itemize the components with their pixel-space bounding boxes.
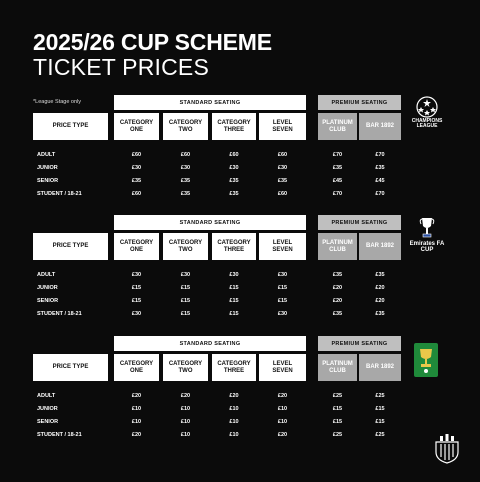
price-cell: £35 bbox=[375, 164, 385, 171]
price-cell: £35 bbox=[229, 177, 239, 184]
price-type-cell: ADULT bbox=[37, 271, 56, 278]
table-row bbox=[33, 402, 401, 415]
carabao-cup-logo bbox=[412, 342, 440, 379]
champions-league-price-table bbox=[33, 95, 401, 200]
price-cell: £35 bbox=[332, 271, 343, 278]
price-cell: £10 bbox=[131, 405, 142, 412]
price-cell: £25 bbox=[332, 392, 343, 399]
starball-icon bbox=[416, 96, 438, 118]
seating-group-row bbox=[33, 336, 401, 351]
price-cell: £60 bbox=[229, 151, 239, 158]
price-cell: £70 bbox=[375, 151, 385, 158]
price-rows bbox=[33, 268, 401, 320]
platinum-club-header: PLATINUM CLUB bbox=[318, 233, 357, 260]
price-cell: £70 bbox=[375, 190, 385, 197]
level-seven-header: LEVEL SEVEN bbox=[259, 233, 306, 260]
price-type-header: PRICE TYPE bbox=[33, 113, 108, 140]
price-rows bbox=[33, 389, 401, 441]
category-three-header: CATEGORY THREE bbox=[212, 354, 256, 381]
price-cell: £60 bbox=[131, 190, 142, 197]
price-cell: £60 bbox=[277, 151, 288, 158]
price-cell: £30 bbox=[180, 164, 191, 171]
platinum-club-header: PLATINUM CLUB bbox=[318, 354, 357, 381]
premium-seating-label: PREMIUM SEATING bbox=[318, 336, 401, 351]
price-cell: £30 bbox=[131, 164, 142, 171]
table-row bbox=[33, 294, 401, 307]
price-cell: £25 bbox=[375, 431, 385, 438]
price-cell: £45 bbox=[332, 177, 343, 184]
price-cell: £15 bbox=[180, 284, 191, 291]
price-cell: £35 bbox=[332, 310, 343, 317]
price-cell: £35 bbox=[332, 164, 343, 171]
price-cell: £20 bbox=[332, 297, 343, 304]
price-cell: £70 bbox=[332, 190, 343, 197]
price-type-cell: STUDENT / 18-21 bbox=[37, 310, 82, 317]
price-cell: £20 bbox=[131, 431, 142, 438]
category-three-header: CATEGORY THREE bbox=[212, 233, 256, 260]
price-cell: £20 bbox=[277, 431, 288, 438]
category-one-header: CATEGORY ONE bbox=[114, 113, 159, 140]
price-type-cell: STUDENT / 18-21 bbox=[37, 190, 82, 197]
table-row bbox=[33, 307, 401, 320]
price-cell: £10 bbox=[229, 431, 239, 438]
bar-1892-header: BAR 1892 bbox=[359, 113, 401, 140]
price-cell: £30 bbox=[131, 271, 142, 278]
price-type-cell: ADULT bbox=[37, 392, 56, 399]
price-cell: £10 bbox=[180, 431, 191, 438]
price-cell: £15 bbox=[375, 418, 385, 425]
price-cell: £35 bbox=[229, 190, 239, 197]
platinum-club-header: PLATINUM CLUB bbox=[318, 113, 357, 140]
price-cell: £15 bbox=[229, 310, 239, 317]
price-cell: £15 bbox=[180, 297, 191, 304]
table-row bbox=[33, 174, 401, 187]
price-cell: £15 bbox=[332, 418, 343, 425]
table-row bbox=[33, 389, 401, 402]
price-cell: £15 bbox=[131, 297, 142, 304]
level-seven-header: LEVEL SEVEN bbox=[259, 354, 306, 381]
fa-cup-price-table bbox=[33, 215, 401, 320]
category-two-header: CATEGORY TWO bbox=[163, 354, 208, 381]
price-cell: £20 bbox=[131, 392, 142, 399]
bar-1892-header: BAR 1892 bbox=[359, 354, 401, 381]
price-rows bbox=[33, 148, 401, 200]
title-line2: TICKET PRICES bbox=[33, 54, 209, 80]
price-cell: £10 bbox=[131, 418, 142, 425]
table-row bbox=[33, 187, 401, 200]
price-cell: £20 bbox=[375, 284, 385, 291]
price-cell: £15 bbox=[277, 297, 288, 304]
price-cell: £30 bbox=[229, 164, 239, 171]
column-header-row bbox=[33, 354, 401, 381]
price-type-cell: JUNIOR bbox=[37, 405, 58, 412]
table-row bbox=[33, 428, 401, 441]
seating-group-row bbox=[33, 215, 401, 230]
category-one-header: CATEGORY ONE bbox=[114, 233, 159, 260]
price-cell: £10 bbox=[277, 418, 288, 425]
price-cell: £15 bbox=[332, 405, 343, 412]
price-cell: £15 bbox=[229, 297, 239, 304]
fa-cup-trophy-icon bbox=[419, 216, 435, 240]
table-row bbox=[33, 148, 401, 161]
standard-seating-label: STANDARD SEATING bbox=[114, 215, 306, 230]
league-stage-note: *League Stage only bbox=[33, 99, 82, 105]
price-cell: £60 bbox=[277, 190, 288, 197]
price-cell: £60 bbox=[131, 151, 142, 158]
price-cell: £30 bbox=[277, 164, 288, 171]
price-cell: £10 bbox=[180, 418, 191, 425]
price-type-cell: ADULT bbox=[37, 151, 56, 158]
price-cell: £20 bbox=[180, 392, 191, 399]
table-row bbox=[33, 268, 401, 281]
category-two-header: CATEGORY TWO bbox=[163, 113, 208, 140]
price-cell: £35 bbox=[277, 177, 288, 184]
title-line1: 2025/26 CUP SCHEME bbox=[33, 29, 272, 55]
price-cell: £15 bbox=[375, 405, 385, 412]
fa-cup-logo bbox=[408, 216, 446, 254]
price-cell: £15 bbox=[180, 310, 191, 317]
seating-group-row bbox=[33, 95, 401, 110]
price-cell: £25 bbox=[375, 392, 385, 399]
price-cell: £35 bbox=[131, 177, 142, 184]
fa-cup-logo-text: Emirates FA CUP bbox=[409, 241, 445, 254]
price-type-cell: JUNIOR bbox=[37, 164, 58, 171]
price-cell: £10 bbox=[229, 405, 239, 412]
price-type-header: PRICE TYPE bbox=[33, 354, 108, 381]
premium-seating-label: PREMIUM SEATING bbox=[318, 215, 401, 230]
price-cell: £20 bbox=[277, 392, 288, 399]
category-three-header: CATEGORY THREE bbox=[212, 113, 256, 140]
standard-seating-label: STANDARD SEATING bbox=[114, 95, 306, 110]
price-cell: £35 bbox=[375, 271, 385, 278]
price-cell: £35 bbox=[180, 177, 191, 184]
price-cell: £45 bbox=[375, 177, 385, 184]
price-type-cell: JUNIOR bbox=[37, 284, 58, 291]
premium-seating-label: PREMIUM SEATING bbox=[318, 95, 401, 110]
carabao-cup-price-table bbox=[33, 336, 401, 441]
table-row bbox=[33, 281, 401, 294]
column-header-row bbox=[33, 233, 401, 260]
category-one-header: CATEGORY ONE bbox=[114, 354, 159, 381]
price-cell: £10 bbox=[180, 405, 191, 412]
price-cell: £10 bbox=[277, 405, 288, 412]
level-seven-header: LEVEL SEVEN bbox=[259, 113, 306, 140]
page-title bbox=[33, 31, 272, 79]
price-cell: £60 bbox=[180, 151, 191, 158]
table-row bbox=[33, 161, 401, 174]
price-cell: £20 bbox=[375, 297, 385, 304]
price-cell: £15 bbox=[229, 284, 239, 291]
price-cell: £30 bbox=[180, 271, 191, 278]
champions-league-logo bbox=[406, 96, 448, 130]
champions-league-logo-text: CHAMPIONS LEAGUE bbox=[411, 118, 443, 130]
club-crest-icon bbox=[432, 432, 462, 464]
table-row bbox=[33, 415, 401, 428]
price-cell: £20 bbox=[229, 392, 239, 399]
price-cell: £25 bbox=[332, 431, 343, 438]
price-type-cell: SENIOR bbox=[37, 177, 59, 184]
price-cell: £30 bbox=[277, 271, 288, 278]
price-cell: £15 bbox=[277, 284, 288, 291]
price-cell: £35 bbox=[375, 310, 385, 317]
price-cell: £35 bbox=[180, 190, 191, 197]
price-cell: £10 bbox=[229, 418, 239, 425]
price-cell: £20 bbox=[332, 284, 343, 291]
price-cell: £30 bbox=[131, 310, 142, 317]
price-type-cell: SENIOR bbox=[37, 418, 59, 425]
standard-seating-label: STANDARD SEATING bbox=[114, 336, 306, 351]
price-cell: £30 bbox=[277, 310, 288, 317]
column-header-row bbox=[33, 113, 401, 140]
bar-1892-header: BAR 1892 bbox=[359, 233, 401, 260]
price-type-header: PRICE TYPE bbox=[33, 233, 108, 260]
price-cell: £70 bbox=[332, 151, 343, 158]
price-type-cell: STUDENT / 18-21 bbox=[37, 431, 82, 438]
carabao-cup-icon bbox=[413, 342, 439, 378]
price-cell: £30 bbox=[229, 271, 239, 278]
price-cell: £15 bbox=[131, 284, 142, 291]
price-type-cell: SENIOR bbox=[37, 297, 59, 304]
category-two-header: CATEGORY TWO bbox=[163, 233, 208, 260]
